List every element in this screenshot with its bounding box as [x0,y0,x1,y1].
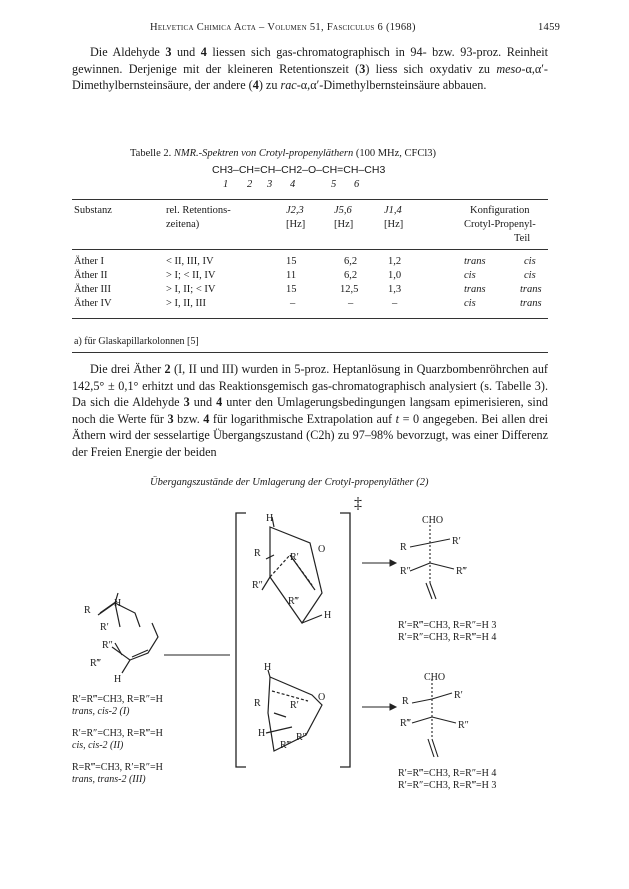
cell-j23: 11 [286,270,297,281]
atom-R1: R′ [100,622,109,633]
atom-R: R [400,542,407,553]
atom-H: H [258,728,266,739]
cell-retention: > I, II; < IV [166,284,216,295]
product-aldehyde-top [410,525,454,599]
cell-j56: – [348,298,354,309]
diagram-caption: Übergangszustände der Umlagerung der Crotyl-propenyläther (2) [150,477,429,488]
atom-R1: R′ [452,536,461,547]
cell-j14: 1,3 [388,284,402,295]
table-footnote: a) für Glaskapillarkolonnen [5] [74,336,199,347]
atom-R1: R′ [290,700,299,711]
atom-H: H [324,610,332,621]
cell-j14: – [392,298,398,309]
table-top-rule [72,199,548,200]
cell-crotyl: trans [464,284,486,295]
atom-R2: R″ [458,720,469,731]
cell-j56: 6,2 [344,256,358,267]
cell-crotyl: trans [464,256,486,267]
condition-II: R′=R″=CH3, R=R‴=H cis, cis-2 (II) [72,728,163,751]
page-number: 1459 [538,22,561,33]
cell-j56: 6,2 [344,270,358,281]
cell-propenyl: trans [520,298,542,309]
atom-R3: R‴ [90,658,101,669]
cell-j23: 15 [286,256,297,267]
atom-CHO: CHO [424,672,446,683]
atom-CHO: CHO [422,515,444,526]
atom-R3: R‴ [400,718,411,729]
col-j56: J5,6 [334,205,352,216]
cell-j23: 15 [286,284,297,295]
cell-propenyl: trans [520,284,542,295]
product-bottom-conditions: R′=R‴=CH3, R=R″=H 4 R′=R″=CH3, R=R‴=H 3 [398,768,497,791]
col-konfig-2: Crotyl-Propenyl- [464,219,536,230]
col-j23-unit: [Hz] [286,219,306,230]
atom-R: R [254,548,261,559]
atom-R3: R‴ [280,740,291,751]
col-konfig-1: Konfiguration [470,205,530,216]
atom-R2: R″ [252,580,263,591]
cell-j14: 1,2 [388,256,402,267]
table-formula: CH3–CH=CH–CH2–O–CH=CH–CH3 [212,164,386,176]
atom-O: O [318,544,326,555]
cell-propenyl: cis [524,270,536,281]
cell-substanz: Äther II [74,270,108,281]
atom-H: H [266,513,274,524]
atom-R1: R′ [290,552,299,563]
atom-R2: R″ [296,732,307,743]
reaction-arrows [362,560,396,710]
table-header-rule [72,249,548,250]
atom-R: R [254,698,261,709]
col-konfig-3: Teil [514,233,531,244]
cell-retention: > I, II, III [166,298,207,309]
atom-R3: R‴ [288,596,299,607]
col-j23: J2,3 [286,205,304,216]
journal-title: Helvetica Chimica Acta – Volumen 51, Fasciculus 6 (1968) [150,22,416,33]
table-bottom-rule [72,318,548,319]
atom-H: H [114,674,122,685]
col-j56-unit: [Hz] [334,219,354,230]
condition-I: R′=R‴=CH3, R=R″=H trans, cis-2 (I) [72,694,163,717]
atom-R2: R″ [400,566,411,577]
dagger-symbol: ‡ [354,495,362,512]
product-top-conditions: R′=R‴=CH3, R=R″=H 3 R′=R″=CH3, R=R‴=H 4 [398,620,497,643]
body-paragraph: Die drei Äther 2 (I, II und III) wurden in 5-proz. Heptanlösung in Quarzbombenröhrchen auf 142,5° ± 0,1° erhitzt und das Reaktionsgemisch gas-chromatographisch analysiert (s. Tabelle 3). Da sich die Aldehyde 3 und 4 unter den Umlagerungsbedingungen langsam epimerisieren, sind noch die Werte für 3 bzw. 4 für logarithmische Extrapolation auf t = 0 angegeben. Bei allen drei Äthern wird der sesselartige Übergangszustand (C2h) zu 97–98% bevorzugt, was einer Differenz der Freien Energie der beiden [72,362,549,459]
cell-j56: 12,5 [340,284,359,295]
cell-propenyl: cis [524,256,536,267]
atom-H: H [114,598,122,609]
col-j14-unit: [Hz] [384,219,404,230]
atom-R1: R′ [454,690,463,701]
product-aldehyde-bottom [412,679,456,757]
cell-retention: < II, III, IV [166,256,214,267]
atom-O: O [318,692,326,703]
atom-R: R [402,696,409,707]
cell-substanz: Äther I [74,256,105,267]
col-retention-1: rel. Retentions- [166,205,231,216]
cell-crotyl: cis [464,298,476,309]
cell-crotyl: cis [464,270,476,281]
col-substanz: Substanz [74,205,112,216]
col-j14: J1,4 [384,205,402,216]
col-retention-2: zeitena) [166,219,200,230]
condition-III: R=R‴=CH3, R′=R″=H trans, trans-2 (III) [72,762,163,785]
atom-R3: R‴ [456,566,467,577]
cell-substanz: Äther III [74,284,112,295]
intro-paragraph: Die Aldehyde 3 und 4 liessen sich gas-chromatographisch in 94- bzw. 93-proz. Reinheit gewinnen. Derjenige mit der kleineren Retentionszeit (3) liess sich oxydativ zu meso-α,α′-Dimethylbernsteinsäure, der andere (4) zu rac-α,α′-Dimethylbernsteinsäure abbauen. [72,45,548,92]
footnote-rule [72,352,548,353]
cell-j23: – [290,298,296,309]
cell-retention: > I; < II, IV [166,270,216,281]
atom-R2: R″ [102,640,113,651]
atom-H: H [264,662,272,673]
atom-R: R [84,605,91,616]
cell-j14: 1,0 [388,270,402,281]
cell-substanz: Äther IV [74,298,112,309]
table-caption: Tabelle 2. NMR.-Spektren von Crotyl-propenyläthern (100 MHz, CFCl3) [130,148,437,159]
